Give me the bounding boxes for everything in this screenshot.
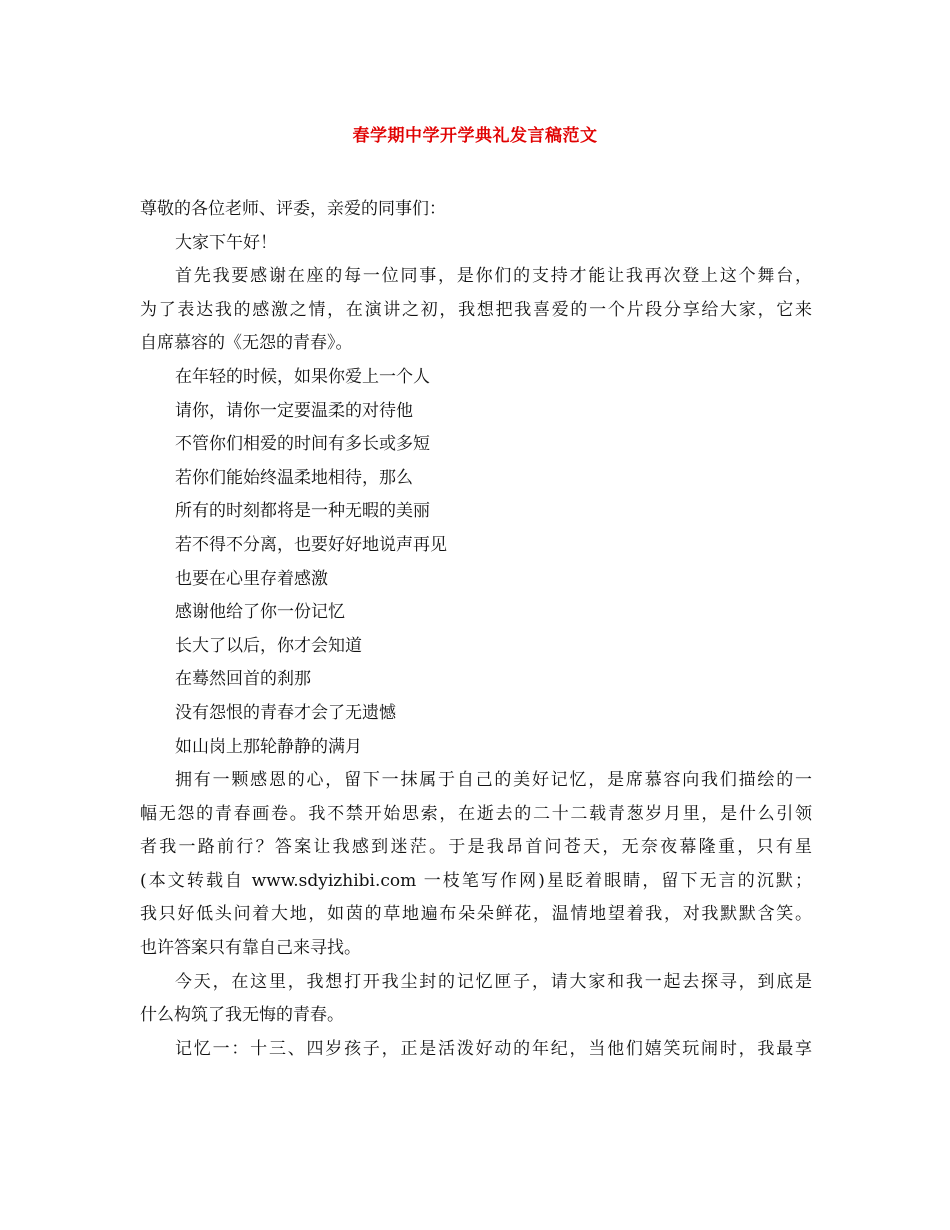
- document-body: [140, 193, 812, 1066]
- paragraph-line: 为了表达我的感激之情，在演讲之初，我想把我喜爱的一个片段分享给大家，它来: [140, 299, 812, 320]
- poem-line: 没有怨恨的青春才会了无遗憾: [175, 702, 396, 723]
- poem-line: 若你们能始终温柔地相待，那么: [175, 467, 413, 488]
- paragraph-line: 拥有一颗感恩的心，留下一抹属于自己的美好记忆，是席慕容向我们描绘的一: [175, 770, 812, 791]
- poem-line: 请你，请你一定要温柔的对待他: [175, 400, 413, 421]
- poem-line: 也要在心里存着感激: [175, 568, 328, 589]
- paragraph-line: 首先我要感谢在座的每一位同事，是你们的支持才能让我再次登上这个舞台，: [175, 266, 812, 287]
- paragraph-line: 我只好低头问着大地，如茵的草地遍布朵朵鲜花，温情地望着我，对我默默含笑。: [140, 904, 812, 925]
- poem-line: 若不得不分离，也要好好地说声再见: [175, 534, 447, 555]
- salutation-line: 尊敬的各位老师、评委，亲爱的同事们：: [140, 199, 446, 219]
- paragraph-line: 什么构筑了我无悔的青春。: [140, 1005, 344, 1026]
- paragraph-line: 幅无怨的青春画卷。我不禁开始思索，在逝去的二十二载青葱岁月里，是什么引领: [140, 803, 812, 824]
- paragraph-line: 今天，在这里，我想打开我尘封的记忆匣子，请大家和我一起去探寻，到底是: [175, 971, 812, 992]
- poem-line: 长大了以后，你才会知道: [175, 635, 362, 656]
- poem-line: 在蓦然回首的刹那: [175, 669, 311, 690]
- paragraph-line: 自席慕容的《无怨的青春》。: [140, 333, 353, 354]
- document-title: 春学期中学开学典礼发言稿范文: [352, 126, 598, 146]
- poem-line: 如山岗上那轮静静的满月: [175, 736, 362, 757]
- poem-line: 不管你们相爱的时间有多长或多短: [175, 434, 430, 455]
- paragraph-line: (本文转载自 www.sdyizhibi.com 一枝笔写作网)星眨着眼睛，留下无言的沉默；: [140, 870, 812, 891]
- paragraph-line: 者我一路前行？答案让我感到迷茫。于是我昂首问苍天，无奈夜幕隆重，只有星: [140, 837, 812, 858]
- paragraph-line: 记忆一：十三、四岁孩子，正是活泼好动的年纪，当他们嬉笑玩闹时，我最享: [175, 1038, 812, 1059]
- greeting-line: 大家下午好！: [175, 232, 277, 253]
- paragraph-line: 也许答案只有靠自己来寻找。: [140, 938, 361, 959]
- poem-line: 在年轻的时候，如果你爱上一个人: [175, 366, 430, 387]
- poem-line: 所有的时刻都将是一种无暇的美丽: [175, 501, 430, 522]
- poem-line: 感谢他给了你一份记忆: [175, 602, 345, 623]
